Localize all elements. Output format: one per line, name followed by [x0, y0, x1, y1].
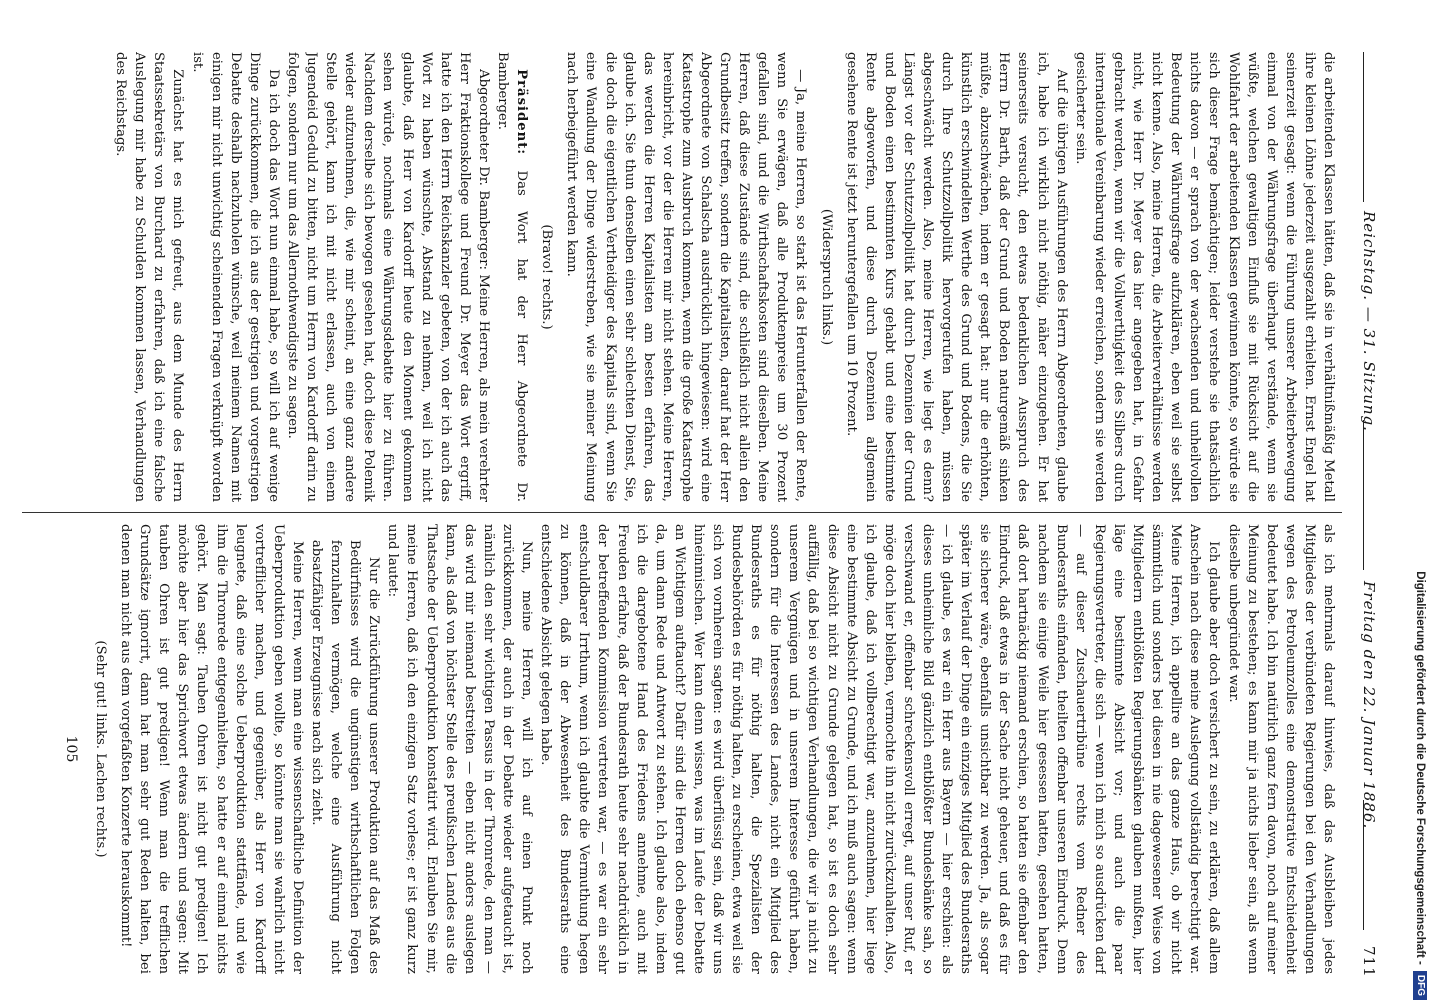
left-column-paragraph: die arbeitenden Klassen hätten, daß sie in verhältnißmäßig Metall ihre kleinen Löhne jederzeit ausgezahlt erhielten. Ernst Engel hat seinerzeit gesagt: wenn die Führung unserer Arbeiterbewegung einmal von der Währungsfrage überhaupt verstände, wenn sie wüßte, welchen gewaltigen Einfluß sie mit Rücksicht auf die Wohlfahrt der arbeitenden Klassen gewinnen könnte, so würde sie sich dieser Frage bemächtigen; leider verstehe sie thatsächlich nichts davon — er sprach von der wachsenden und unheilvollen Bedeutung der Währungsfrage aufzuklären, eben weil sie selbst nicht kenne. Also, meine Herren, die Arbeiterverhältnisse werden nicht, wie Herr Dr. Meyer das hier angegeben hat, in Gefahr gebracht werden, wenn wir die Vollwerthigkeit des Silbers durch internationale Vereinbarung wieder erreichen, sondern sie werden gesicherter sein. — [1072, 52, 1336, 502]
left-column-paragraph: Da ich doch das Wort nun einmal habe, so will ich auf wenige Dinge zurückkommen, die ich aus der gestrigen und vorgestrigen Debatte deshalb nachzuholen wünsche, weil meinem Namen mit einigen mir nicht unwichtig scheinenden Fragen verknüpft worden ist. — [189, 52, 281, 502]
left-column-paragraph: Abgeordneter Dr. Bamberger: Meine Herren, als mein verehrter Herr Fraktionskollege und Freund Dr. Meyer das Wort ergriff, hatte ich den Herrn Reichskanzler gebeten, von der ich auch das Wort zu haben wünschte, Abstand zu nehmen, weil ich nicht glaubte, daß Herr von Kardorff heute den Moment gekommen sehen würde, nochmals eine Währungsdebatte hier zu führen. Nachdem derselbe sich bewogen gesehen hat, doch diese Polemik wieder aufzunehmen, die, wie mir scheint, an eine ganz andere Stelle gehört, kann ich mit nicht erlassen, auch von einem Jugendeid Geduld zu bitten, nicht um Herrn von Kardorff darin zu folgen, sondern nur um das Allernothwendigste zu sagen. — [285, 52, 491, 502]
left-column-paragraph: (Bravo! rechts.) — [539, 224, 555, 330]
left-column-paragraph: — Ja, meine Herren, so stark ist das Herunterfallen der Rente, wenn Sie erwägen, daß alle Produktenpreise um 30 Prozent gefallen sind, und die Wirthschaftskosten sind dieselben. Meine Herren, daß diese Zustände sind, die schließlich nicht allein den Grundbesitz treffen, sondern die Kapitalisten, darauf hat der Herr Abgeordnete von Schalscha ausdrücklich hingewiesen: wird eine Katastrophe zum Ausbruch kommen, wenn die große Katastrophe hereinbricht, vor der die Herren mir nicht stehen. Meine Herren, das werden die Herren Kapitalisten am besten erfahren, das glaube ich. Sie thun denselben einen sehr schlechten Dienst, Sie, die doch die eigentlichen Vertheidiger des Kapitals sind, wenn Sie eine Wandlung der Dinge widerstreben, wie sie meiner Meinung nach herbeigeführt werden kann. — [564, 52, 809, 502]
header-left-title: Reichstag. — 31. Sitzung. — [1360, 205, 1378, 438]
right-column-paragraph: Meine Herren, wenn man eine wissenschaftliche Definition der Ueberproduktion geben wollte, so könnte man sie wahrlich nicht vortrefflicher machen, und gegenüber, als Herr von Kardorff leugnete, daß eine solche Ueberproduktion stattfände, und wie ihm die Thronrede entgegenhielten, so hatte er auf einmal nichts gehört. Man sagt: Tauben Ohren ist nicht gut predigen! Ich möchte aber hier das Sprichwort etwas ändern und sagen: Mit tauben Ohren ist gut predigen! Wenn man die trefflichen Grundsätze ignorirt, dann hat man sehr gut Reden halten, bei denen man nicht aus dem vorgefaßten Konzerte herauskommt! — [118, 524, 305, 974]
header-rule-middle — [1363, 420, 1364, 570]
right-column-paragraph: (Sehr gut! links. Lachen rechts.) — [93, 640, 108, 858]
header-rule-left — [1363, 52, 1364, 202]
text-column-left — [18, 52, 1338, 502]
page-number-top: 711 — [1360, 940, 1378, 984]
right-column-paragraph: Nun, meine Herren, will ich auf einen Punkt noch zurückkommen, der auch in der Debatte wieder aufgetaucht ist, nämlich den sehr wichtigen Passus in der Thronrede, den man — das wird mir niemand bestreiten — eben nicht anders auslegen kann, als daß von höchster Stelle des preußischen Landes aus die Thatsache der Ueberproduktion konstatirt wird. Erlauben Sie mir, meine Herren, daß ich den einzigen Satz vorlese; er ist ganz kurz und lautet: — [385, 524, 535, 974]
right-column-paragraph: Nur die Zurückführung unserer Produktion auf das Maß des Bedürfnisses wird die ungünstigen wirthschaftlichen Folgen fernzuhalten vermögen, welche eine Ausführung nicht absatzfähiger Erzeugnisse nach sich zieht. — [309, 539, 382, 974]
digitization-credit — [1410, 0, 1432, 1000]
column-divider — [22, 512, 1342, 513]
left-column-paragraph: Präsident: Das Wort hat der Herr Abgeordnete Dr. Bamberger. — [495, 52, 530, 502]
right-column-paragraph: als ich mehrmals darauf hinwies, daß das Ausbleiben jedes Mitgliedes der verbündeten Regierungen bei den Verhandlungen wegen des Petroleumzolles eine demonstrative Entschiedenheit bedeutet habe. Ich bin natürlich ganz fern davon, noch auf meiner Meinung zu bestehen; es kann mir ja nichts lieber sein, als wenn dieselbe unbegründet war. — [1225, 524, 1336, 974]
credit-text-line — [1410, 0, 1430, 1000]
header-right-title: Freitag den 22. Januar 1886. — [1360, 575, 1378, 835]
credit-text: Digitalisierung gefördert durch die Deutsche Forschungsgemeinschaft - — [1414, 571, 1426, 965]
page-header — [1340, 0, 1390, 1000]
left-column-paragraph: (Widerspruch links.) — [818, 208, 834, 346]
left-column-paragraph: Zunächst hat es mich gefreut, aus dem Munde des Herrn Staatssekretärs von Burchard zu erfahren, daß ich eine falsche Auslegung mir habe zu Schulden kommen lassen, Verhandlungen des Reichstags. — [113, 52, 186, 502]
speaker-name: Präsident: — [514, 69, 530, 156]
header-rule-right — [1363, 800, 1364, 930]
text-column-right — [18, 524, 1338, 974]
dfg-logo-badge: DFG — [1413, 971, 1427, 1000]
right-column-paragraph: Ich glaube aber doch versichert zu sein, zu erklären, daß allem Anschein nach diese meine Auslegung vollständig berechtigt war. Meine Herren, ich appellire an das ganze Haus, ob wir nicht sämmtlich und sonders bei diesen in nie dagewesener Weise von Mitgliedern entblößten Regierungsbänken glauben mußten, hier läge eine bestimmte Absicht vor; und auch die paar Regierungsvertreter, die sich — wenn ich mich so ausdrücken darf — auf dieser Zuschauertribüne rechts vom Redner des Bundesraths einfanden, theilten offenbar unseren Eindruck. Denn nachdem sie einige Weile hier gesessen hatten, gesehen hatten, daß dort hartnäckig niemand erschien, so hatten sie offenbar den Eindruck, daß etwas in der Sache nicht geheuer, und daß es für sie sicherer wäre, ebenfalls unsichtbar zu werden. Ja, als sogar später im Verlauf der Dinge ein einziges Mitglied des Bundesraths — ich glaube, es war ein Herr aus Bayern — hier erschien: als dieses unheimliche Bild gänzlich entblößter Bundesbänke sah, so verschwand er, offenbar schreckensvoll erregt, auf unser Ruf, er möge doch hier bleiben, vermochte ihn nicht zurückzuhalten. Also, ich glaube, daß ich vollberechtigt war, anzunehmen, hier liege eine bestimmte Absicht zu Grunde, und ich muß auch sagen: wenn diese Absicht nicht zu Grunde gelegen hat, so ist es doch sehr auffällig, daß bei so wichtigen Verhandlungen, die wir ja nicht zu unserem Vergnügen und in unserem Interesse geführt haben, sondern für die Interessen des Landes, nicht ein Mitglied des Bundesraths es für nöthig halten, die Spezialisten der Bundesbehörden es für nöthig halten, zu erscheinen, etwa weil sie sich von vornherein sagten: es wird überflüssig sein, daß wir uns hineinmischen. Wer kann denn wissen, was im Laufe der Debatte an Wichtigem auftaucht? Dafür sind die Herren doch ebenso gut da, um dann Rede und Antwort zu stehen. Ich glaube also, indem ich die dargebotene Hand des Friedens annehme, auch mit Freuden erfahre, daß der Bundesrath heute sehr nachdrücklich in der betreffenden Kommission vertreten war, — es war ein sehr entschuldbarer Irrthum, wenn ich glaubte die Vermuthung hegen zu können, daß in der Abwesenheit des Bundesraths eine entschiedene Absicht gelegen habe. — [538, 524, 1222, 974]
left-column-paragraph: Auf die übrigen Ausführungen des Herrn Abgeordneten, glaube ich, habe ich wirklich nicht nöthig, näher einzugehen. Er hat seinerseits versucht, den etwas bedenklichen Ausspruch des Herrn Dr. Barth, daß der Grund und Boden naturgemäß sinken müßte, abzuschwächen, indem er gesagt hat: nur die erhöhten, künstlich erschwindelten Werthe des Grund und Bodens, die Sie durch Ihre Schutzzollpolitik hervorgerufen haben, müssen abgeschwächt werden. Also, meine Herren, wie liegt es denn? Längst vor der Schutzzollpolitik hat durch Dezennien der Grund und Boden einen bestimmten Kurs gehabt und eine bestimmte Rente abgeworfen, und diese durch Dezennien allgemein gesehene Rente ist jetzt heruntergefallen um 10 Prozent. — [843, 52, 1069, 502]
page-number-bottom: 105 — [63, 735, 79, 763]
